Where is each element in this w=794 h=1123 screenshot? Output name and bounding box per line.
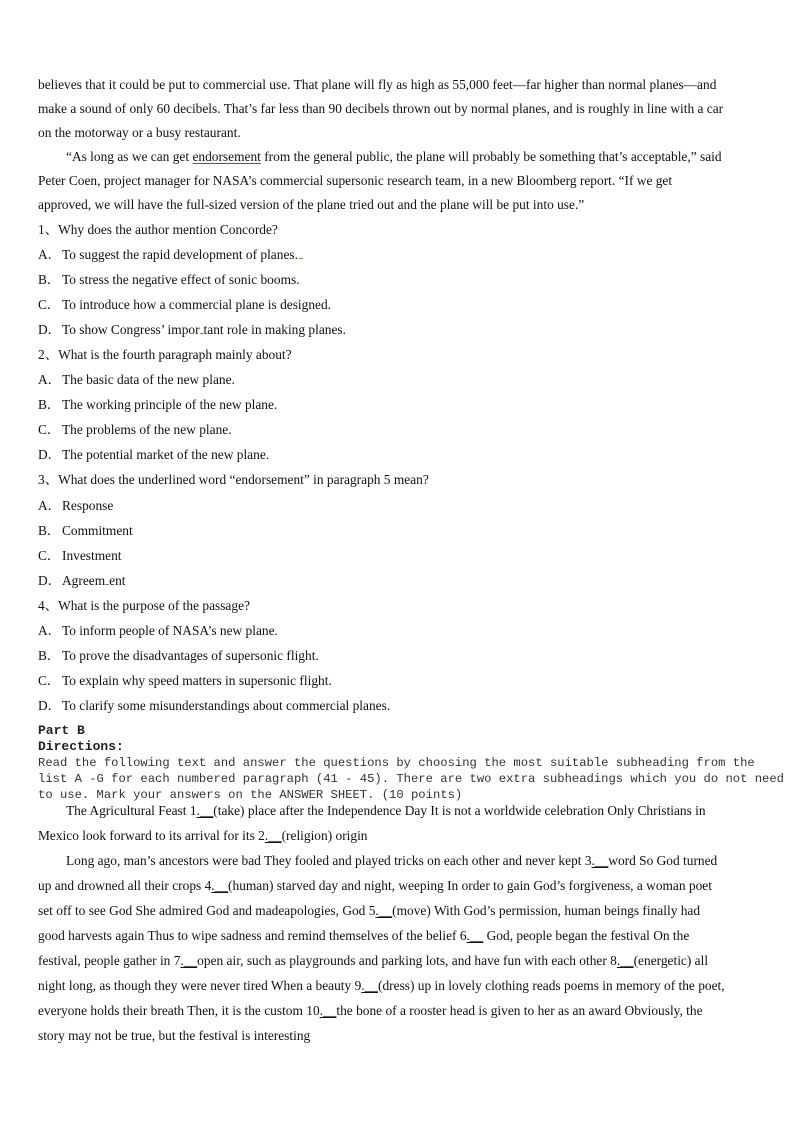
option-letter: C． (38, 297, 61, 312)
option-letter: C． (38, 673, 61, 688)
cloze-text: up and drowned all their crops 4 (38, 878, 212, 893)
question-stem-2: 2、What is the fourth paragraph mainly about? (38, 347, 292, 362)
cloze-text: word So God turned (608, 853, 718, 868)
option-text: The basic data of the new plane. (62, 372, 235, 387)
cloze-text: (religion) origin (281, 828, 368, 843)
revision-mark-icon (299, 258, 303, 259)
option-text: To prove the disadvantages of supersonic flight. (62, 648, 319, 663)
option-letter: B． (38, 272, 61, 287)
directions-line: to use. Mark your answers on the ANSWER SHEET. (10 points) (38, 788, 463, 802)
option-1a (38, 247, 303, 263)
option-text: The problems of the new plane. (62, 422, 232, 437)
passage-line: believes that it could be put to commercial use. That plane will fly as high as 55,000 feet—far higher than normal planes—and (38, 77, 717, 92)
option-letter: A． (38, 623, 62, 638)
cloze-text: the bone of a rooster head is given to her as an award Obviously, the (336, 1003, 703, 1018)
cloze-line (66, 853, 717, 869)
option-text: The potential market of the new plane. (62, 447, 270, 462)
cloze-text: everyone holds their breath Then, it is the custom 10 (38, 1003, 320, 1018)
option-3a (38, 498, 113, 514)
option-text: To show Congress’ impor (62, 322, 200, 337)
option-2d (38, 447, 269, 463)
blank-8[interactable]: .__ (616, 953, 634, 968)
passage-line: on the motorway or a busy restaurant. (38, 125, 241, 140)
option-text: To introduce how a commercial plane is designed. (62, 297, 332, 312)
option-letter: D． (38, 573, 62, 588)
cloze-text: The Agricultural Feast 1 (66, 803, 197, 818)
cloze-text: festival, people gather in 7 (38, 953, 181, 968)
option-text: ent (109, 573, 126, 588)
option-text: Commitment (62, 523, 133, 538)
cloze-text: God, people began the festival On the (483, 928, 690, 943)
option-letter: A． (38, 372, 62, 387)
option-text: To suggest the rapid development of planes. (62, 247, 298, 262)
option-letter: B． (38, 523, 61, 538)
blank-10[interactable]: .__ (319, 1003, 337, 1018)
blank-9[interactable]: .__ (361, 978, 379, 993)
cloze-text: open air, such as playgrounds and parking lots, and have fun with each other 8 (197, 953, 617, 968)
passage-line: approved, we will have the full-sized version of the plane tried out and the plane will be put into use.” (38, 197, 585, 212)
option-letter: B． (38, 648, 61, 663)
cloze-text: (take) place after the Independence Day It is not a worldwide celebration Only Christians in (213, 803, 706, 818)
directions-line: list A -G for each numbered paragraph (41 - 45). There are two extra subheadings which you do not need (38, 772, 784, 786)
cloze-text: (energetic) all (633, 953, 709, 968)
cloze-text: Mexico look forward to its arrival for its 2 (38, 828, 265, 843)
cloze-text: Long ago, man’s ancestors were bad They fooled and played tricks on each other and never kept 3 (66, 853, 592, 868)
option-1b (38, 272, 300, 288)
option-text: tant role in making planes. (203, 322, 346, 337)
blank-2[interactable]: .__ (264, 828, 282, 843)
option-4c (38, 673, 332, 689)
option-letter: C． (38, 422, 61, 437)
option-text: To stress the negative effect of sonic booms. (62, 272, 300, 287)
option-4d (38, 698, 390, 714)
option-text: To inform people of NASA’s new plane. (62, 623, 278, 638)
cloze-text: (human) starved day and night, weeping In order to gain God’s forgiveness, a woman poet (228, 878, 712, 893)
blank-6[interactable]: .__ (466, 928, 484, 943)
cloze-line (38, 878, 712, 894)
option-text: Investment (62, 548, 122, 563)
option-1c (38, 297, 331, 313)
blank-7[interactable]: .__ (180, 953, 198, 968)
option-3b (38, 523, 133, 539)
cloze-line (38, 953, 708, 969)
cloze-text: set off to see God She admired God and madeapologies, God 5 (38, 903, 376, 918)
option-letter: A． (38, 498, 62, 513)
cloze-text: (move) With God’s permission, human beings finally had (392, 903, 701, 918)
directions-label: Directions: (38, 739, 124, 754)
blank-3[interactable]: .__ (591, 853, 609, 868)
part-b-title: Part B (38, 723, 85, 738)
option-2a (38, 372, 235, 388)
option-2c (38, 422, 232, 438)
option-4a (38, 623, 278, 639)
cloze-line (38, 928, 689, 944)
cloze-line: story may not be true, but the festival is interesting (38, 1028, 311, 1043)
option-text: Agreem (62, 573, 106, 588)
cloze-line (38, 903, 700, 919)
quote-text: “As long as we can get (66, 149, 193, 164)
quote-text: from the general public, the plane will probably be something that’s acceptable,” said (260, 149, 722, 164)
cloze-text: night long, as though they were never tired When a beauty 9 (38, 978, 362, 993)
option-letter: D． (38, 322, 62, 337)
option-3c (38, 548, 122, 564)
cloze-text: good harvests again Thus to wipe sadness and remind themselves of the belief 6 (38, 928, 467, 943)
cloze-line (38, 1003, 703, 1019)
blank-4[interactable]: .__ (211, 878, 229, 893)
option-letter: D． (38, 698, 62, 713)
option-1d (38, 322, 346, 338)
option-text: To explain why speed matters in supersonic flight. (62, 673, 332, 688)
option-letter: A． (38, 247, 62, 262)
cloze-line (38, 978, 725, 994)
cloze-line (38, 828, 368, 844)
option-text: The working principle of the new plane. (62, 397, 278, 412)
question-stem-4: 4、What is the purpose of the passage? (38, 598, 250, 613)
passage-line: make a sound of only 60 decibels. That’s far less than 90 decibels thrown out by normal planes, and is roughly in line with a car (38, 101, 724, 116)
cloze-text: (dress) up in lovely clothing reads poems in memory of the poet, (378, 978, 725, 993)
passage-line: Peter Coen, project manager for NASA’s commercial supersonic research team, in a new Bloomberg report. “If we get (38, 173, 673, 188)
blank-1[interactable]: .__ (196, 803, 214, 818)
question-stem-1: 1、Why does the author mention Concorde? (38, 222, 278, 237)
option-3d (38, 573, 126, 589)
option-letter: C． (38, 548, 61, 563)
cloze-line (66, 803, 706, 819)
blank-5[interactable]: .__ (375, 903, 393, 918)
directions-line: Read the following text and answer the questions by choosing the most suitable subheading from the (38, 756, 755, 770)
option-4b (38, 648, 319, 664)
option-text: Response (62, 498, 114, 513)
option-2b (38, 397, 277, 413)
option-letter: D． (38, 447, 62, 462)
option-text: To clarify some misunderstandings about commercial planes. (62, 698, 391, 713)
underlined-word-endorsement: endorsement (192, 149, 261, 164)
option-letter: B． (38, 397, 61, 412)
quote-paragraph-line (66, 149, 722, 165)
question-stem-3: 3、What does the underlined word “endorsement” in paragraph 5 mean? (38, 472, 429, 487)
